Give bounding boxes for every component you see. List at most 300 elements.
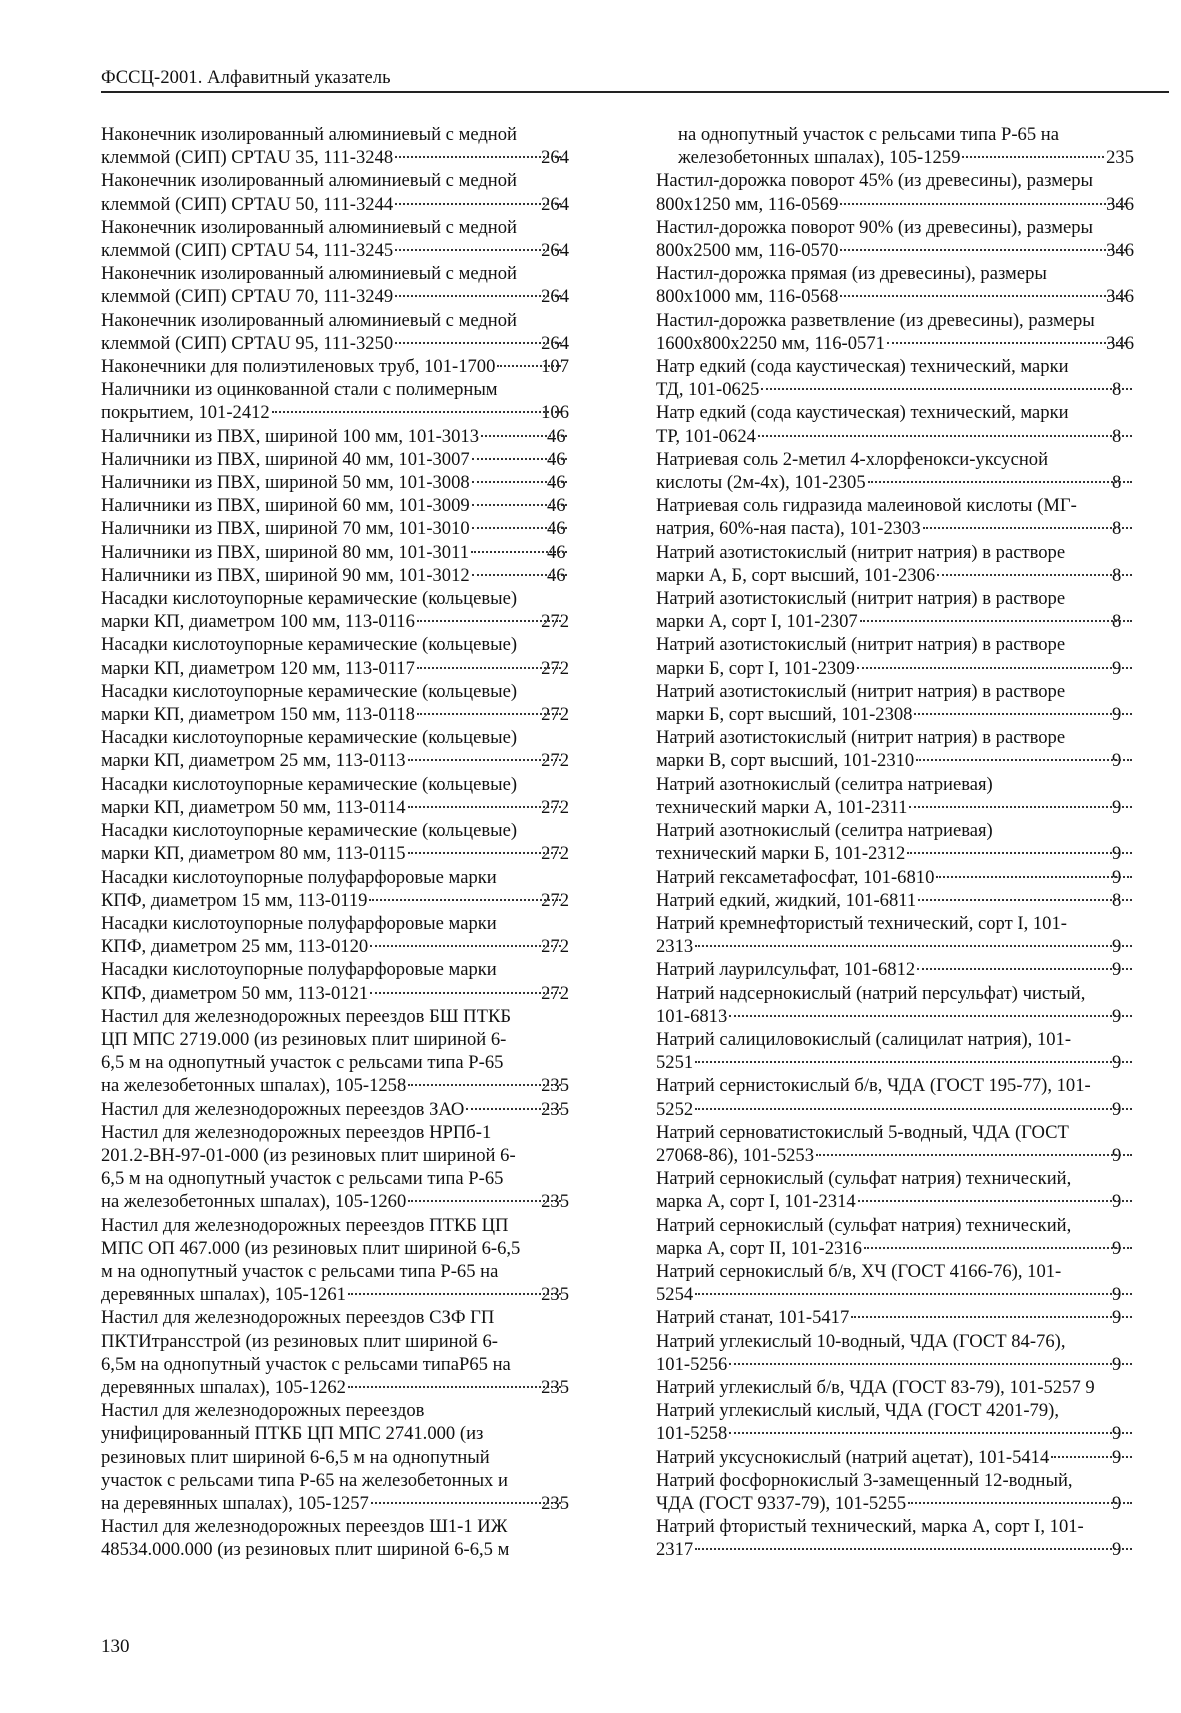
entry-line: Насадки кислотоупорные полуфарфоровые марки [101,959,497,981]
entry-leader-line: Наличники из ПВХ, шириной 70 мм, 101-3010 46 [101,518,566,540]
dot-leader [909,806,1132,808]
entry-line: Натрий углекислый 10-водный, ЧДА (ГОСТ 84-76), [656,1330,1066,1352]
entry-leader-line: ЧДА (ГОСТ 9337-79), 101-5255 9 [678,1492,1134,1515]
entry-line: Настил-дорожка разветвление (из древесины), размеры [656,309,1095,331]
entry-leader-line: ТР, 101-0624 8 [678,425,1134,448]
entry-line: Наконечник изолированный алюминиевый с медной [101,216,517,238]
index-entry [101,471,569,494]
entry-leader-line [101,657,569,680]
index-entry [656,773,1134,819]
index-entry [656,262,1134,308]
entry-line: Настил для железнодорожных переездов БШ ПТКБ [101,1005,512,1027]
entry-line: Натрий азотистокислый (нитрит натрия) в растворе [656,541,1066,563]
index-entry [101,958,569,1004]
dot-leader [348,1293,561,1295]
dot-leader [408,1084,561,1086]
index-entry [656,1214,1134,1260]
dot-leader [472,574,567,576]
entry-line: 48534.000.000 (из резиновых плит шириной 6-6,5 м [101,1539,510,1561]
dot-leader [408,852,562,854]
index-entry [656,123,1134,169]
entry-page-ref: 235 [541,1376,569,1398]
entry-line: Натр едкий (сода каустическая) технический, марки [656,402,1069,424]
dot-leader [417,667,561,669]
entry-line: Натрий надсернокислый (натрий персульфат) чистый, [656,982,1086,1004]
entry-leader-line: Наличники из ПВХ, шириной 40 мм, 101-3007 46 [101,448,566,470]
dot-leader [395,156,561,158]
dot-leader [395,203,561,205]
entry-page-ref: 107 [541,356,569,378]
entry-leader-line [101,1492,569,1515]
dot-leader [695,945,1132,947]
dot-leader [472,458,567,460]
entry-page-ref: 272 [541,982,569,1004]
entry-line: Настил для железнодорожных переездов ПТКБ ЦП [101,1214,509,1236]
entry-line: Наконечник изолированный алюминиевый с медной [101,124,517,145]
entry-text: марки В, сорт высший, 101-2310 [656,750,915,772]
index-entry [101,169,569,215]
entry-text: 101-6813 [656,1005,728,1027]
entry-line: 6,5 м на однопутный участок с рельсами типа Р-65 [101,1052,504,1074]
index-entry [656,216,1134,262]
index-entry [656,1028,1134,1074]
entry-leader-line: натрия, 60%-ная паста), 101-2303 8 [678,517,1134,540]
dot-leader [887,342,1126,344]
dot-leader [860,620,1132,622]
dot-leader [1051,1456,1132,1458]
entry-text: 800х1000 мм, 116-0568 [656,286,839,308]
dot-leader [695,1061,1132,1063]
index-entry [656,541,1134,587]
entry-page-ref: 272 [541,704,569,726]
index-entry [656,401,1134,447]
entry-text: КПФ, диаметром 15 мм, 113-0119 [101,889,368,911]
entry-line: Настил для железнодорожных переездов СЗФ ГП [101,1307,495,1329]
index-entry [656,1330,1134,1376]
entry-leader-line: кислоты (2м-4х), 101-2305 8 [678,471,1134,494]
entry-leader-line: марки А, сорт I, 101-2307 8 [678,610,1134,633]
entry-text: 5252 [656,1098,694,1120]
dot-leader [472,481,567,483]
index-entry [656,1074,1134,1120]
dot-leader [371,1502,561,1504]
entry-text: Наличники из ПВХ, шириной 80 мм, 101-3011 [101,541,470,563]
index-entry [656,1469,1134,1515]
entry-text: 2317 [656,1539,694,1561]
entry-text: 1600х800х2250 мм, 116-0571 [656,332,885,354]
dot-leader [840,203,1126,205]
entry-leader-line [101,146,569,169]
entry-text: марки КП, диаметром 100 мм, 113-0116 [101,611,415,633]
entry-line: Натрий серноватистокислый 5-водный, ЧДА (ГОСТ [656,1121,1069,1143]
index-entry [656,680,1134,726]
entry-text: КПФ, диаметром 25 мм, 113-0120 [101,936,369,958]
dot-leader [471,551,567,553]
index-entry [101,1005,569,1098]
entry-line: Насадки кислотоупорные керамические (кольцевые) [101,773,518,795]
entry-page-ref: 272 [541,611,569,633]
entry-text: Наличники из ПВХ, шириной 90 мм, 101-3012 [101,564,470,586]
dot-leader [840,249,1126,251]
entry-leader-line: технический марки А, 101-2311 9 [678,796,1134,819]
entry-text: ТД, 101-0625 [656,379,760,401]
entry-text: марки А, сорт I, 101-2307 [656,611,858,633]
entry-text: марки А, Б, сорт высший, 101-2306 [656,564,936,586]
entry-line: Натрий азотистокислый (нитрит натрия) в растворе [656,588,1066,610]
index-entry [101,633,569,679]
entry-leader-line [101,703,569,726]
index-entry [656,726,1134,772]
entry-leader-line [101,239,569,262]
index-entry [656,1376,1134,1399]
entry-text: на железобетонных шпалах), 105-1260 [101,1191,407,1213]
entry-leader-line: 101-6813 9 [678,1005,1134,1028]
entry-line: Настил-дорожка поворот 90% (из древесины), размеры [656,216,1094,238]
entry-text: марка А, сорт II, 101-2316 [656,1237,862,1259]
index-entry [656,1515,1134,1561]
index-entry [656,1399,1134,1445]
index-entry [101,1214,569,1307]
index-column-right [656,123,1134,1562]
index-entry [101,123,569,169]
entry-text: деревянных шпалах), 105-1261 [101,1284,346,1306]
index-entry [656,448,1134,494]
running-header [101,69,1169,93]
entry-text: кислоты (2м-4х), 101-2305 [656,472,866,494]
entry-text: клеммой (СИП) CPTAU 70, 111-3249 [101,286,394,308]
entry-text: марки Б, сорт высший, 101-2308 [656,704,913,726]
index-entry [101,494,569,517]
dot-leader [481,435,567,437]
entry-leader-line: марки Б, сорт высший, 101-2308 9 [678,703,1134,726]
entry-text: 5254 [656,1284,694,1306]
index-entry [101,564,569,587]
index-entry [656,958,1134,981]
entry-leader-line [101,842,569,865]
entry-line: Натрий углекислый б/в, ЧДА (ГОСТ 83-79), 101-5257 9 [656,1376,1095,1398]
index-entry [101,378,569,424]
entry-leader-line [656,332,1134,355]
dot-leader [868,481,1132,483]
entry-page-ref: 235 [541,1075,569,1097]
entry-leader-line [101,796,569,819]
entry-line: Насадки кислотоупорные полуфарфоровые марки [101,866,497,888]
dot-leader [370,992,561,994]
index-entry [656,587,1134,633]
entry-text: 800х1250 мм, 116-0569 [656,193,839,215]
entry-leader-line: 5254 9 [678,1283,1134,1306]
index-entry [101,355,569,378]
entry-text: марки КП, диаметром 25 мм, 113-0113 [101,750,406,772]
entry-text: клеммой (СИП) CPTAU 54, 111-3245 [101,240,394,262]
index-column-left [101,123,569,1562]
entry-text: марка А, сорт I, 101-2314 [656,1191,856,1213]
entry-leader-line: 27068-86), 101-5253 9 [678,1144,1134,1167]
entry-line: 6,5 м на однопутный участок с рельсами типа Р-65 [101,1168,504,1190]
entry-leader-line: Наличники из ПВХ, шириной 100 мм, 101-3013 46 [101,425,566,447]
entry-line: Натрий азотистокислый (нитрит натрия) в растворе [656,634,1066,656]
entry-line: Натр едкий (сода каустическая) технический, марки [656,356,1069,378]
index-entry [656,866,1134,889]
dot-leader [272,411,561,413]
entry-text: на деревянных шпалах), 105-1257 [101,1492,369,1514]
index-entry [101,1098,569,1121]
entry-leader-line [101,1190,569,1213]
entry-line: резиновых плит шириной 6-6,5 м на однопутный [101,1446,490,1468]
index-entry [656,982,1134,1028]
dot-leader [761,388,1132,390]
entry-text: Натрий гексаметафосфат, 101-6810 [656,866,935,888]
entry-line: Натрий сернокислый (сульфат натрия) технический, [656,1168,1072,1190]
entry-text: покрытием, 101-2412 [101,402,270,424]
entry-line: Насадки кислотоупорные керамические (кольцевые) [101,820,518,842]
entry-line: участок с рельсами типа Р-65 на железобетонных и [101,1469,508,1491]
entry-line: м на однопутный участок с рельсами типа Р-65 на [101,1260,499,1282]
entry-text: марки КП, диаметром 120 мм, 113-0117 [101,657,415,679]
entry-page-ref: 272 [541,843,569,865]
entry-leader-line [101,193,569,216]
dot-leader [914,713,1132,715]
index-entry [101,309,569,355]
entry-page-ref: 346 [1106,332,1134,354]
entry-text: Натрий едкий, жидкий, 101-6811 [656,889,917,911]
entry-page-ref: 272 [541,750,569,772]
entry-line: Насадки кислотоупорные керамические (кольцевые) [101,680,518,702]
dot-leader [408,759,562,761]
index-entry [656,633,1134,679]
dot-leader [937,574,1132,576]
index-entry [656,355,1134,401]
index-entry [101,1399,569,1515]
page-number: 130 [101,1636,130,1657]
entry-leader-line [101,982,569,1005]
entry-leader-line: марка А, сорт II, 101-2316 9 [678,1237,1134,1260]
entry-line: Насадки кислотоупорные керамические (кольцевые) [101,727,518,749]
entry-page-ref: 272 [541,936,569,958]
entry-text: марки КП, диаметром 50 мм, 113-0114 [101,796,406,818]
entry-leader-line: марки А, Б, сорт высший, 101-2306 8 [678,564,1134,587]
entry-text: марки КП, диаметром 150 мм, 113-0118 [101,704,415,726]
entry-leader-line [101,935,569,958]
entry-line: 6,5м на однопутный участок с рельсами типаР65 на [101,1353,511,1375]
entry-text: марки КП, диаметром 80 мм, 113-0115 [101,843,406,865]
entry-text: КПФ, диаметром 50 мм, 113-0121 [101,982,369,1004]
entry-text: клеммой (СИП) CPTAU 50, 111-3244 [101,193,394,215]
entry-line: Натриевая соль 2-метил 4-хлорфенокси-уксусной [656,448,1049,470]
entry-leader-line [101,749,569,772]
entry-leader-line: 101-5256 9 [678,1353,1134,1376]
entry-line: Насадки кислотоупорные полуфарфоровые марки [101,912,497,934]
entry-page-ref: 235 [541,1098,569,1120]
entry-page-ref: 235 [1106,147,1134,169]
entry-text: клеммой (СИП) CPTAU 35, 111-3248 [101,147,394,169]
entry-leader-line [656,193,1134,216]
dot-leader [729,1015,1132,1017]
index-entry [656,309,1134,355]
entry-text: железобетонных шпалах), 105-1259 [678,147,961,169]
entry-line: Натрий сернистокислый б/в, ЧДА (ГОСТ 195-77), 101- [656,1075,1091,1097]
index-entry [656,912,1134,958]
dot-leader [466,1108,561,1110]
entry-leader-line: Натрий гексаметафосфат, 101-6810 9 [678,866,1134,889]
index-entry [656,1446,1134,1469]
index-entry [101,773,569,819]
entry-text: Наличники из ПВХ, шириной 50 мм, 101-3008 [101,472,470,494]
index-entry [101,1306,569,1399]
index-entry [101,425,569,448]
dot-leader [417,620,561,622]
entry-line: Натрий сернокислый (сульфат натрия) технический, [656,1214,1072,1236]
entry-line: Насадки кислотоупорные керамические (кольцевые) [101,634,518,656]
entry-page-ref: 272 [541,796,569,818]
entry-text: 5251 [656,1052,694,1074]
entry-leader-line: 101-5258 9 [678,1422,1134,1445]
index-entry [101,262,569,308]
dot-leader [917,968,1132,970]
entry-leader-line: 2317 9 [678,1538,1134,1561]
entry-text: Натрий лаурилсульфат, 101-6812 [656,959,916,981]
dot-leader [923,527,1132,529]
index-entry [656,494,1134,540]
dot-leader [395,249,561,251]
entry-page-ref: 264 [541,147,569,169]
dot-leader [864,1247,1132,1249]
entry-line: Натрий азотистокислый (нитрит натрия) в растворе [656,680,1066,702]
entry-leader-line: марки В, сорт высший, 101-2310 9 [678,749,1134,772]
index-entry [656,889,1134,912]
entry-text: Натрий станат, 101-5417 [656,1307,850,1329]
entry-leader-line [678,146,1134,169]
entry-line: Настил для железнодорожных переездов Ш1-1 ИЖ [101,1516,508,1538]
entry-line: Насадки кислотоупорные керамические (кольцевые) [101,588,518,610]
entry-leader-line [101,401,569,424]
index-entry [101,866,569,912]
entry-line: Натрий сернокислый б/в, ХЧ (ГОСТ 4166-76), 101- [656,1260,1062,1282]
entry-leader-line [656,285,1134,308]
entry-leader-line: Наличники из ПВХ, шириной 90 мм, 101-3012 46 [101,564,566,586]
entry-text: Натрий уксуснокислый (натрий ацетат), 101-5414 [656,1446,1050,1468]
index-entry [101,680,569,726]
entry-leader-line: Натрий едкий, жидкий, 101-6811 8 [678,889,1134,912]
entry-page-ref: 264 [541,240,569,262]
entry-text: ТР, 101-0624 [656,425,756,447]
dot-leader [417,713,561,715]
dot-leader [907,852,1132,854]
entry-page-ref: 346 [1106,240,1134,262]
entry-line: Натрий фтористый технический, марка А, сорт I, 101- [656,1516,1084,1538]
index-entry [656,1121,1134,1167]
entry-leader-line: 5251 9 [678,1051,1134,1074]
entry-line: Натрий азотнокислый (селитра натриевая) [656,820,993,842]
entry-leader-line: Натрий уксуснокислый (натрий ацетат), 101-5414 9 [678,1446,1134,1469]
entry-text: 101-5256 [656,1353,728,1375]
entry-leader-line: 5252 9 [678,1098,1134,1121]
entry-leader-line: технический марки Б, 101-2312 9 [678,842,1134,865]
entry-text: Наконечники для полиэтиленовых труб, 101-1700 [101,356,496,378]
entry-leader-line: Наличники из ПВХ, шириной 60 мм, 101-3009 46 [101,495,566,517]
entry-leader-line [101,1283,569,1306]
index-entry [656,819,1134,865]
index-entry [101,819,569,865]
entry-line: Натрий фосфорнокислый 3-замещенный 12-водный, [656,1469,1073,1491]
entry-leader-line: марки Б, сорт I, 101-2309 9 [678,657,1134,680]
entry-line: унифицированный ПТКБ ЦП МПС 2741.000 (из [101,1423,484,1445]
entry-text: Наличники из ПВХ, шириной 40 мм, 101-3007 [101,448,470,470]
index-entry [656,1260,1134,1306]
entry-text: деревянных шпалах), 105-1262 [101,1376,346,1398]
dot-leader [348,1386,561,1388]
entry-line: Натрий азотистокислый (нитрит натрия) в растворе [656,727,1066,749]
entry-page-ref: 264 [541,332,569,354]
entry-leader-line: Наличники из ПВХ, шириной 50 мм, 101-3008 46 [101,472,566,494]
entry-page-ref: 346 [1106,193,1134,215]
entry-page-ref: 346 [1106,286,1134,308]
entry-leader-line: ТД, 101-0625 8 [678,378,1134,401]
entry-line: Наличники из оцинкованной стали с полимерным [101,379,498,401]
entry-text: 800х2500 мм, 116-0570 [656,240,839,262]
dot-leader [729,1363,1132,1365]
dot-leader [369,899,561,901]
entry-line: Натрий азотнокислый (селитра натриевая) [656,773,993,795]
entry-line: Наконечник изолированный алюминиевый с медной [101,170,517,192]
entry-leader-line: 2313 9 [678,935,1134,958]
entry-leader-line: Наличники из ПВХ, шириной 80 мм, 101-3011 46 [101,541,566,563]
entry-page-ref: 272 [541,657,569,679]
dot-leader [851,1316,1132,1318]
entry-leader-line: Натрий лаурилсульфат, 101-6812 9 [678,958,1134,981]
entry-page-ref: 106 [541,402,569,424]
entry-page-ref: 235 [541,1284,569,1306]
entry-line: Настил для железнодорожных переездов НРПб-1 [101,1121,492,1143]
entry-text: Наличники из ПВХ, шириной 100 мм, 101-3013 [101,425,479,447]
dot-leader [370,945,561,947]
dot-leader [936,876,1132,878]
entry-text: Наличники из ПВХ, шириной 60 мм, 101-3009 [101,495,470,517]
entry-leader-line [101,1376,569,1399]
dot-leader [408,806,562,808]
index-entry [101,216,569,262]
dot-leader [758,435,1132,437]
entry-line: Настил для железнодорожных переездов [101,1400,425,1422]
dot-leader [695,1548,1132,1550]
entry-page-ref: 235 [541,1492,569,1514]
dot-leader [858,1200,1132,1202]
dot-leader [472,527,567,529]
entry-page-ref: 235 [541,1191,569,1213]
dot-leader [857,667,1132,669]
index-entry [101,912,569,958]
entry-line: Наконечник изолированный алюминиевый с медной [101,263,517,285]
entry-line: Настил-дорожка поворот 45% (из древесины), размеры [656,170,1094,192]
entry-line: ЦП МПС 2719.000 (из резиновых плит шириной 6- [101,1028,507,1050]
entry-line: на однопутный участок с рельсами типа Р-65 на [678,124,1059,145]
entry-text: 27068-86), 101-5253 [656,1144,815,1166]
entry-text: технический марки А, 101-2311 [656,796,908,818]
entry-text: технический марки Б, 101-2312 [656,843,906,865]
dot-leader [395,295,561,297]
entry-line: ПКТИтрансстрой (из резиновых плит шириной 6- [101,1330,498,1352]
entry-page-ref: 264 [541,286,569,308]
entry-leader-line [101,889,569,912]
entry-text: клеммой (СИП) CPTAU 95, 111-3250 [101,332,394,354]
entry-leader-line: марка А, сорт I, 101-2314 9 [678,1190,1134,1213]
entry-text: 101-5258 [656,1423,728,1445]
index-entry [101,726,569,772]
dot-leader [729,1432,1132,1434]
entry-line: Настил-дорожка прямая (из древесины), размеры [656,263,1047,285]
entry-text: ЧДА (ГОСТ 9337-79), 101-5255 [656,1492,907,1514]
entry-leader-line [656,239,1134,262]
